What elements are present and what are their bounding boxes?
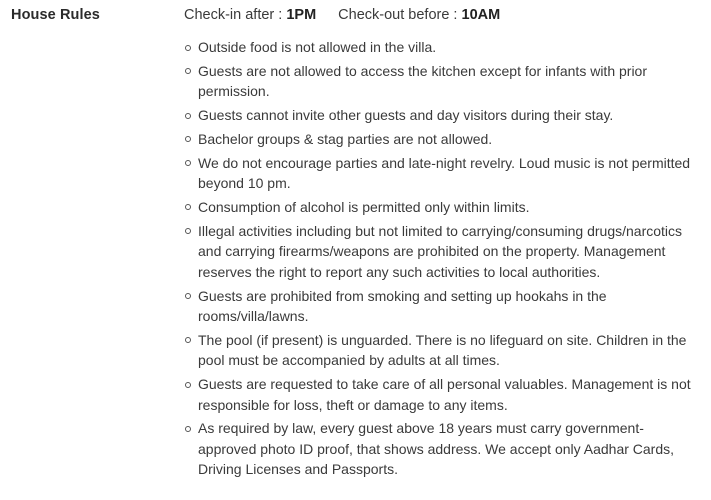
rule-text: Illegal activities including but not limited to carrying/consuming drugs/narcotics and carrying firearms/weapons are prohibited on the property. Management reserves the right to report any such activities to local authorities. [198,222,683,280]
checkin-label: Check-in after : [184,7,287,23]
rule-item [182,153,702,194]
rule-text: Bachelor groups & stag parties are not allowed. [198,130,493,147]
checkout-time: 10AM [461,7,501,23]
checkin-time: 1PM [286,7,317,23]
bullet-icon [185,136,191,142]
bullet-icon [185,337,191,343]
bullet-icon [185,426,191,432]
rule-item [182,330,702,371]
bullet-icon [185,293,191,299]
rule-item [182,418,702,480]
rule-text: Guests are prohibited from smoking and setting up hookahs in the rooms/villa/lawns. [198,287,607,325]
rule-text: As required by law, every guest above 18 years must carry government-approved photo ID proof, that shows address. We accept only Aadhar Cards, Driving Licenses and Passports. [198,420,675,478]
bullet-icon [185,113,191,119]
rule-text: We do not encourage parties and late-night revelry. Loud music is not permitted beyond 10 pm. [198,154,691,192]
bullet-icon [185,228,191,234]
rule-item [182,286,702,327]
bullet-icon [185,204,191,210]
rule-item [182,129,702,150]
bullet-icon [185,382,191,388]
rule-text: The pool (if present) is unguarded. There is no lifeguard on site. Children in the pool must be accompanied by adults at all times. [198,331,687,369]
bullet-icon [185,45,191,51]
checkin-checkout-info [184,7,500,23]
rule-item [182,61,702,102]
bullet-icon [185,160,191,166]
rule-text: Outside food is not allowed in the villa. [198,39,437,55]
rule-text: Consumption of alcohol is permitted only within limits. [198,198,530,215]
rule-item [182,37,702,58]
rule-text: Guests cannot invite other guests and day visitors during their stay. [198,107,614,124]
rule-item [182,197,702,218]
rule-item [182,374,702,415]
section-title: House Rules [11,7,100,23]
house-rules-list [182,37,702,483]
checkout-label: Check-out before : [338,7,462,23]
rule-item [182,105,702,126]
rule-text: Guests are not allowed to access the kitchen except for infants with prior permission. [198,62,648,100]
rule-item [182,221,702,283]
bullet-icon [185,68,191,74]
rule-text: Guests are requested to take care of all personal valuables. Management is not responsible for loss, theft or damage to any items. [198,376,691,413]
